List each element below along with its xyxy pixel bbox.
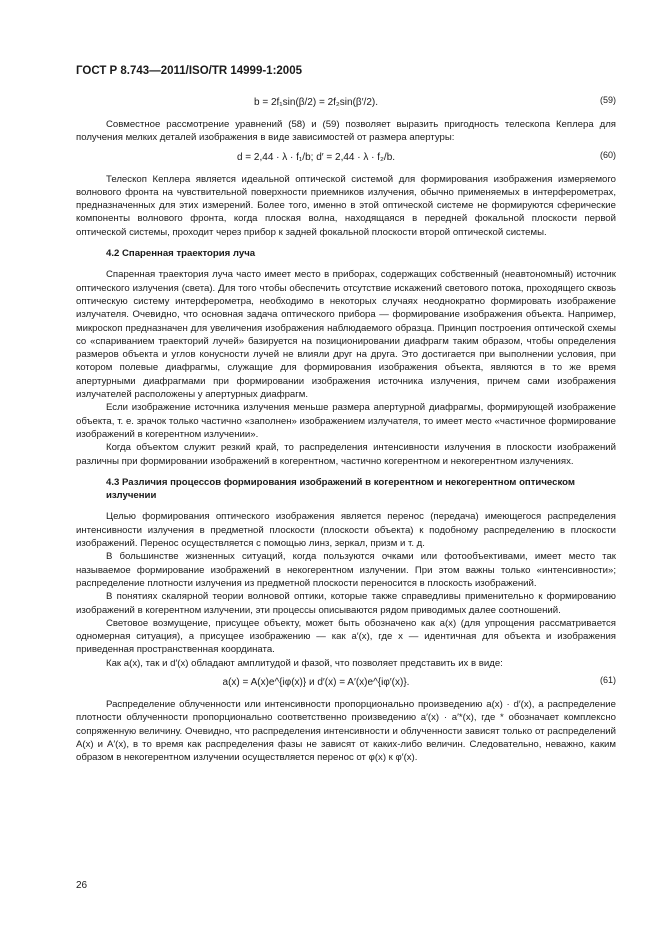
paragraph-11: Распределение облученности или интенсивности пропорционально произведению a(x) · d′(x), а распределение плотности облученности пропорционально соответственно произведению a′(x) · a′*(x), где * обозначает комплексно сопряженную величину. Очевидно, что распределения интенсивности и облученности зависят только от распределений A(x) и A′(x), в то время как распределения фазы не зависят от каких-либо величин. Следовательно, неважно, каким образом в некогерентном излучении осуществляется перенос от φ(x) к φ′(x).: [76, 698, 616, 764]
paragraph-10: Как a(x), так и d′(x) обладают амплитудой и фазой, что позволяет представить их в виде:: [106, 657, 503, 669]
equation-60-number: (60): [599, 149, 616, 160]
equation-59-number: (59): [599, 95, 616, 105]
paragraph-5: Когда объектом служит резкий край, то распределения интенсивности излучения в плоскости изображений различны при формировании изображений в когерентном, частично когерентном и некогерентном излучениях.: [76, 442, 616, 467]
equation-60: [76, 145, 616, 173]
paragraph-1: Совместное рассмотрение уравнений (58) и (59) позволяет выразить пригодность телескопа Кеплера для получения мелких деталей изображения в виде зависимостей от размера апертуры:: [76, 119, 616, 144]
equation-61-formula: a(x) = A(x)e^{iφ(x)} и d′(x) = A′(x)e^{iφ′(x)}.: [222, 676, 410, 688]
section-4-2-heading: 4.2 Спаренная траектория луча: [106, 248, 256, 260]
paragraph-6: Целью формирования оптического изображения является перенос (передача) имеющегося распределения интенсивности излучения в предметной плоскости (плоскости объекта) к подобному распределению в плоскости изображений. Перенос осуществляется с помощью линз, зеркал, призм и т. д.: [76, 511, 616, 550]
equation-59: [76, 90, 616, 118]
equation-60-formula: d = 2,44 · λ · f₁/b; d′ = 2,44 · λ · f₂/b.: [236, 151, 396, 163]
paragraph-4: Если изображение источника излучения меньше размера апертурной диафрагмы, формирующей изображение объекта, т. е. зрачок только частично «заполнен» изображением излучателя, то имеет место «частичное формирование изображений в когерентном излучении».: [76, 402, 616, 440]
section-4-3-heading: 4.3 Различия процессов формирования изображений в когерентном и некогерентном оптическом излучении: [106, 476, 575, 502]
paragraph-9: Световое возмущение, присущее объекту, может быть обозначено как a(x) (для упрощения рассматривается одномерная ситуация), а присущее изображению — как a′(x), где x — идентичная для объекта и изображения приведенная пространственная координата.: [76, 617, 616, 656]
page-number: 26: [76, 880, 88, 891]
page-body: [76, 90, 616, 764]
document-header: ГОСТ Р 8.743—2011/ISO/TR 14999-1:2005: [76, 65, 302, 77]
paragraph-3: Спаренная траектория луча часто имеет место в приборах, содержащих собственный (неавтономный) источник оптического излучения (света). Для того чтобы обеспечить отсутствие искажений светового потока, проходящего сквозь оптическую систему интерферометра, необходимо в некоторых случаях неоднократно формировать изображение излучателя. Очевидно, что основная задача оптического прибора — формирование изображения объекта. Например, микроскоп предназначен для увеличения изображения наблюдаемого образца. Принцип построения оптической схемы со «спариванием траекторий лучей» базируется на позиционировании диафрагм таким образом, чтобы определения размеров объекта и углов конусности лучей не влияли друг на друга. Это достигается при выполнении условия, при котором полевые диафрагмы, служащие для формирования изображения объекта, являются в то же время апертурными диафрагмами при формировании изображения источника излучения, причем сами изображения излучателей расположены у апертурных диафрагм.: [76, 269, 616, 401]
paragraph-2: Телескоп Кеплера является идеальной оптической системой для формирования изображения измеряемого волнового фронта на чувствительной поверхности приемников излучения, обычно применяемых в интерферометрах, предназначенных для этих измерений. Более того, именно в этой оптической системе не формируются сферические компоненты волнового фронта, когда плоская волна, находящаяся в передней фокальной плоскости первой оптической системы, проходит через прибор к задней фокальной плоскости второй оптической системы.: [76, 173, 616, 238]
equation-59-formula: b = 2f₁sin(β/2) = 2f₂sin(β′/2).: [253, 97, 378, 108]
paragraph-7: В большинстве жизненных ситуаций, когда пользуются очками или фотообъективами, имеет место так называемое формирование изображений в некогерентном излучении. При этом важны только «интенсивности»; распределение плотности излучения из предметной плоскости переносится в плоскость изображений.: [76, 551, 616, 589]
equation-61: [76, 670, 616, 698]
paragraph-8: В понятиях скалярной теории волновой оптики, которые также справедливы применительно к формированию изображений в когерентном излучении, эти процессы описываются рядом приводимых далее соотношений.: [76, 591, 616, 616]
equation-61-number: (61): [599, 674, 616, 685]
